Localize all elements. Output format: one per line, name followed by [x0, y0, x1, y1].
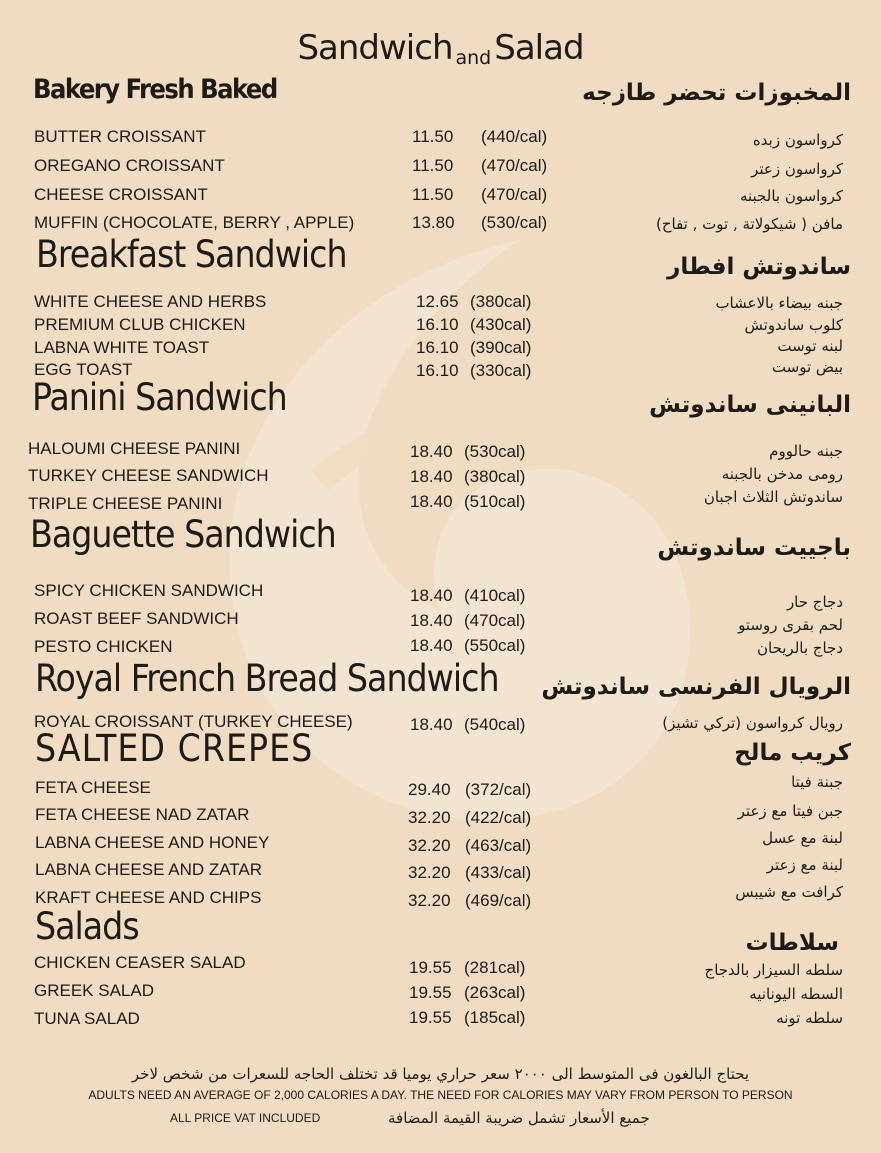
menu-item-name-ar: دجاج بالريحان [756, 639, 843, 657]
menu-item-price: 19.55 [409, 983, 452, 1002]
menu-item-price: 18.40 [410, 492, 453, 511]
section-title-breakfast: Breakfast Sandwich [36, 233, 347, 276]
menu-item-name-ar: جبنه بيضاء بالاعشاب [715, 294, 843, 312]
section-title-salads: Salads [35, 905, 139, 948]
menu-item-calories: (380cal) [470, 292, 532, 311]
menu-item-name: TRIPLE CHEESE PANINI [28, 494, 223, 513]
menu-item-name-ar: جبنه حالووم [769, 442, 843, 460]
menu-item-calories: (410cal) [464, 586, 526, 605]
menu-item-calories: (550cal) [464, 636, 526, 655]
menu-item-price: 32.20 [408, 808, 451, 827]
section-title-royal: Royal French Bread Sandwich [35, 657, 499, 700]
menu-item-calories: (510cal) [464, 492, 526, 511]
menu-item-price: 18.40 [410, 636, 453, 655]
footer-vat-notice-ar: جميع الأسعار تشمل ضريبة القيمة المضافة [388, 1109, 650, 1127]
menu-item-calories: (440/cal) [481, 127, 548, 146]
menu-item-name-ar: كرواسون زبده [752, 131, 843, 149]
menu-item-price: 18.40 [410, 586, 453, 605]
menu-item-price: 18.40 [410, 442, 453, 461]
menu-item-calories: (470cal) [464, 611, 526, 630]
menu-item-name: LABNA WHITE TOAST [34, 338, 210, 357]
menu-item-calories: (469/cal) [465, 891, 532, 910]
menu-item-name-ar: رويال كرواسون (تركي تشيز) [662, 714, 843, 732]
menu-item-name: KRAFT CHEESE AND CHIPS [35, 888, 262, 907]
footer-vat-notice: ALL PRICE VAT INCLUDED [170, 1111, 321, 1125]
title-word-sandwich: Sandwich [297, 28, 453, 68]
menu-item-calories: (470/cal) [481, 185, 548, 204]
menu-item-name: LABNA CHEESE AND HONEY [35, 833, 270, 852]
menu-item-price: 18.40 [410, 467, 453, 486]
menu-item-name: TUNA SALAD [34, 1009, 140, 1028]
menu-item-price: 18.40 [410, 611, 453, 630]
menu-item-name-ar: السطه اليونانيه [749, 985, 843, 1003]
menu-item-price: 19.55 [409, 1008, 452, 1027]
menu-item-name-ar: جبن فيتا مع زعتر [737, 802, 843, 820]
section-title-baguette-ar: باجييت ساندوتش [657, 535, 851, 561]
footer-calories-notice-ar: يحتاج البالغون فى المتوسط الى ٢٠٠٠ سعر حراري يوميا قد تختلف الحاجه للسعرات من شخص لاخر [131, 1065, 750, 1083]
menu-item-calories: (540cal) [464, 715, 526, 734]
menu-item-calories: (372/cal) [465, 780, 532, 799]
section-title-bakery: Bakery Fresh Baked [33, 74, 277, 105]
menu-item-calories: (390cal) [470, 338, 532, 357]
menu-item-name-ar: رومى مدخن بالجبنه [721, 465, 843, 483]
menu-item-name: ROAST BEEF SANDWICH [34, 609, 239, 628]
menu-item-calories: (330cal) [470, 361, 532, 380]
menu-item-calories: (530/cal) [481, 213, 548, 232]
menu-item-name-ar: لبنة مع عسل [762, 829, 843, 847]
menu-item-name: GREEK SALAD [34, 981, 154, 1000]
menu-item-price: 29.40 [408, 780, 451, 799]
section-title-crepes-ar: كريب مالح [734, 740, 851, 766]
title-word-and: and [455, 47, 492, 69]
menu-item-price: 32.20 [408, 836, 451, 855]
menu-item-calories: (470/cal) [481, 156, 548, 175]
menu-item-name: LABNA CHEESE AND ZATAR [35, 860, 263, 879]
menu-item-name: CHICKEN CEASER SALAD [34, 953, 246, 972]
menu-item-name: BUTTER CROISSANT [34, 127, 206, 146]
section-title-salads-ar: سلاطات [745, 930, 839, 956]
menu-item-name-ar: جبنة فيتا [791, 773, 843, 791]
menu-item-name: OREGANO CROISSANT [34, 156, 225, 175]
menu-item-price: 13.80 [412, 213, 455, 232]
title-word-salad: Salad [494, 28, 584, 68]
menu-item-name: ROYAL CROISSANT (TURKEY CHEESE) [34, 712, 353, 731]
menu-item-calories: (422/cal) [465, 808, 532, 827]
menu-item-name-ar: سلطه السيزار بالدجاج [704, 961, 843, 979]
menu-item-name-ar: لبنة مع زعتر [766, 856, 843, 874]
menu-item-name: PREMIUM CLUB CHICKEN [34, 315, 246, 334]
menu-item-price: 16.10 [416, 361, 459, 380]
menu-item-calories: (530cal) [464, 442, 526, 461]
menu-item-name: FETA CHEESE NAD ZATAR [35, 805, 250, 824]
menu-item-calories: (433/cal) [465, 863, 532, 882]
menu-item-name-ar: بيض توست [771, 358, 843, 376]
menu-item-price: 12.65 [416, 292, 459, 311]
menu-item-price: 32.20 [408, 863, 451, 882]
menu-item-name-ar: دجاج حار [786, 593, 843, 611]
menu-item-name-ar: مافن ( شيكولاتة , توت , تفاح) [655, 215, 843, 233]
footer-calories-notice: ADULTS NEED AN AVERAGE OF 2,000 CALORIES A DAY. THE NEED FOR CALORIES MAY VARY FROM PERSON TO PERSON [88, 1088, 793, 1102]
menu-item-name: EGG TOAST [34, 360, 133, 379]
section-title-royal-ar: الرويال الفرنسى ساندوتش [541, 674, 851, 700]
section-title-bakery-ar: المخبوزات تحضر طازجه [582, 80, 851, 106]
menu-item-name: SPICY CHICKEN SANDWICH [34, 581, 264, 600]
section-title-breakfast-ar: ساندوتش افطار [667, 254, 851, 280]
menu-item-name: PESTO CHICKEN [34, 637, 173, 656]
menu-item-calories: (185cal) [464, 1008, 526, 1027]
menu-item-name-ar: لبنه توست [777, 337, 843, 355]
menu-item-name: HALOUMI CHEESE PANINI [28, 439, 241, 458]
menu-item-calories: (281cal) [464, 958, 526, 977]
section-title-panini: Panini Sandwich [32, 376, 287, 419]
menu-item-name-ar: كرافت مع شيبس [735, 883, 843, 901]
menu-item-price: 11.50 [412, 156, 454, 175]
section-title-crepes: SALTED CREPES [35, 727, 314, 770]
menu-item-price: 16.10 [416, 315, 459, 334]
menu-item-name: FETA CHEESE [35, 778, 151, 797]
menu-item-name: TURKEY CHEESE SANDWICH [28, 466, 269, 485]
menu-item-name: CHEESE CROISSANT [34, 185, 208, 204]
menu-item-calories: (463/cal) [465, 836, 532, 855]
menu-item-price: 18.40 [410, 715, 453, 734]
menu-item-calories: (263cal) [464, 983, 526, 1002]
menu-item-price: 11.50 [412, 185, 454, 204]
page-title [0, 28, 881, 68]
menu-item-calories: (430cal) [470, 315, 532, 334]
menu-item-price: 11.50 [412, 127, 454, 146]
menu-item-name-ar: كلوب ساندوتش [744, 316, 843, 334]
menu-item-name-ar: كرواسون زعتر [751, 160, 843, 178]
menu-item-name: WHITE CHEESE AND HERBS [34, 292, 267, 311]
menu-item-name-ar: سلطه تونه [776, 1009, 843, 1027]
section-title-baguette: Baguette Sandwich [30, 513, 336, 556]
menu-item-price: 16.10 [416, 338, 459, 357]
menu-item-name-ar: كرواسون بالجبنه [739, 187, 843, 205]
menu-item-name-ar: لحم بقرى روستو [738, 616, 843, 634]
menu-item-price: 19.55 [409, 958, 452, 977]
section-title-panini-ar: البانينى ساندوتش [649, 392, 851, 418]
menu-item-price: 32.20 [408, 891, 451, 910]
menu-item-name: MUFFIN (CHOCOLATE, BERRY , APPLE) [34, 213, 355, 232]
menu-item-calories: (380cal) [464, 467, 526, 486]
menu-item-name-ar: ساندوتش الثلاث اجبان [703, 488, 843, 506]
